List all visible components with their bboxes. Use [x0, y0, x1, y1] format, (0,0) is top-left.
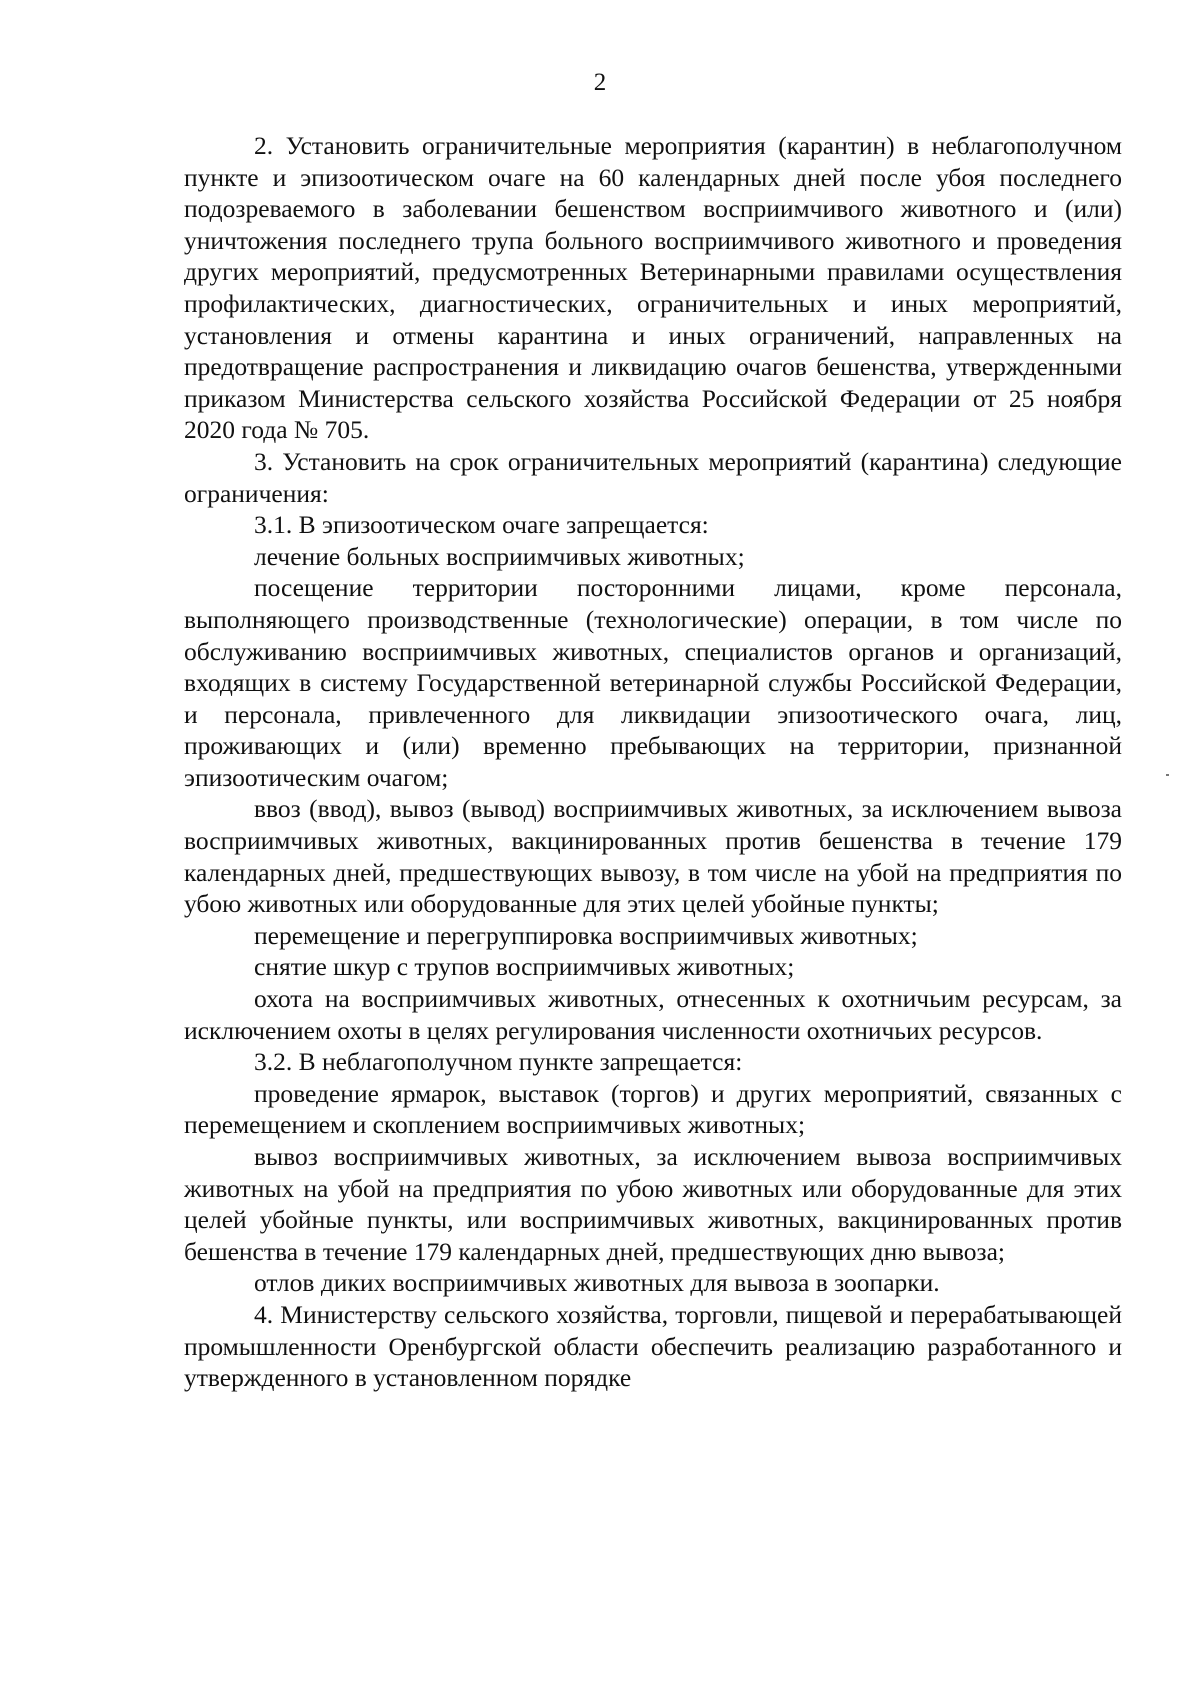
- list-item-hunting: охота на восприимчивых животных, отнесенных к охотничьим ресурсам, за исключением охоты в целях регулирования численности охотничьих ресурсов.: [184, 984, 1122, 1045]
- list-item-import-export: ввоз (ввод), вывоз (вывод) восприимчивых животных, за исключением вывоза восприимчивых животных, вакцинированных против бешенства в течение 179 календарных дней, предшествующих вывозу, в том числе на убой на предприятия по убою животных или оборудованные для этих целей убойные пункты;: [184, 794, 1122, 919]
- paragraph-3-1-heading: 3.1. В эпизоотическом очаге запрещается:: [254, 510, 709, 540]
- list-item-movement: перемещение и перегруппировка восприимчивых животных;: [254, 920, 918, 950]
- page-number: 2: [593, 69, 607, 96]
- scan-artifact: [1166, 774, 1169, 776]
- paragraph-item-4-ministry: 4. Министерству сельского хозяйства, торговли, пищевой и перерабатывающей промышленности Оренбургской области обеспечить реализацию разработанного и утвержденного в установленном порядке: [184, 1299, 1122, 1393]
- list-item-export: вывоз восприимчивых животных, за исключением вывоза восприимчивых животных на убой на предприятия по убою животных или оборудованные для этих целей убойные пункты, или восприимчивых животных, вакцинированных против бешенства в течение 179 календарных дней, предшествующих дню вывоза;: [184, 1142, 1122, 1266]
- paragraph-3-2-heading: 3.2. В неблагополучном пункте запрещается:: [254, 1047, 743, 1077]
- document-body: [184, 130, 1122, 1394]
- paragraph-item-2-quarantine: 2. Установить ограничительные мероприятия (карантин) в неблагополучном пункте и эпизоотическом очаге на 60 календарных дней после убоя последнего подозреваемого в заболевании бешенством восприимчивого животного и (или) уничтожения последнего трупа больного восприимчивого животного и проведения других мероприятий, предусмотренных Ветеринарными правилами осуществления профилактических, диагностических, ограничительных и иных мероприятий, установления и отмены карантина и иных ограничений, направленных на предотвращение распространения и ликвидацию очагов бешенства, утвержденными приказом Министерства сельского хозяйства Российской Федерации от 25 ноября 2020 года № 705.: [184, 131, 1122, 445]
- list-item-treatment: лечение больных восприимчивых животных;: [254, 541, 745, 571]
- list-item-capture: отлов диких восприимчивых животных для вывоза в зоопарки.: [254, 1268, 940, 1298]
- list-item-skinning: снятие шкур с трупов восприимчивых животных;: [254, 952, 795, 982]
- paragraph-item-3-restrictions: 3. Установить на срок ограничительных мероприятий (карантина) следующие ограничения:: [184, 446, 1122, 508]
- list-item-visiting-territory: посещение территории посторонними лицами, кроме персонала, выполняющего производственные (технологические) операции, в том числе по обслуживанию восприимчивых животных, специалистов органов и организаций, входящих в систему Государственной ветеринарной службы Российской Федерации, и персонала, привлеченного для ликвидации эпизоотического очага, лиц, проживающих и (или) временно пребывающих на территории, признанной эпизоотическим очагом;: [184, 573, 1122, 792]
- list-item-fairs: проведение ярмарок, выставок (торгов) и других мероприятий, связанных с перемещением и скоплением восприимчивых животных;: [184, 1078, 1122, 1140]
